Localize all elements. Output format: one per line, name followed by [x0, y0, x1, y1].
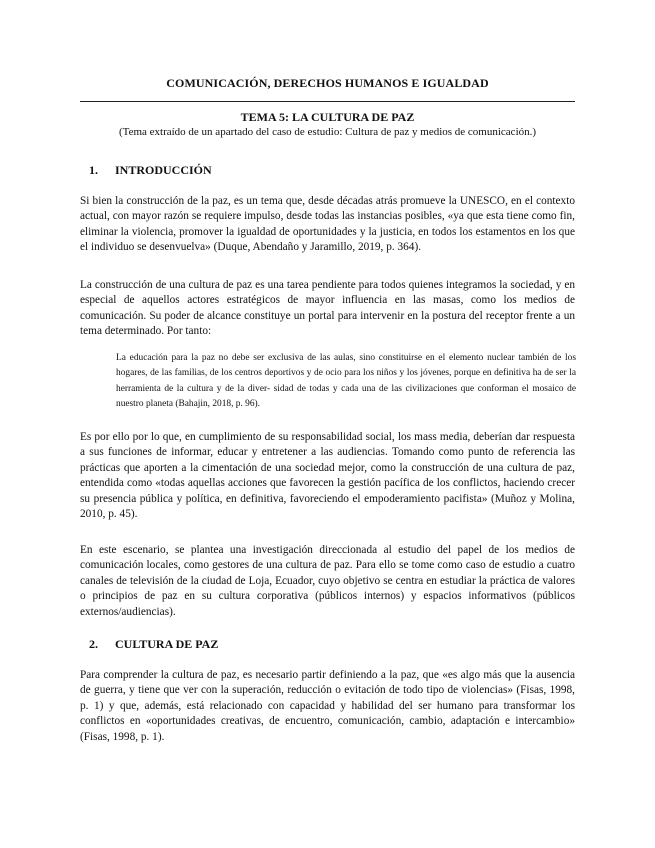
section-heading-cultura-de-paz — [89, 637, 218, 652]
document-header-title: COMUNICACIÓN, DERECHOS HUMANOS E IGUALDAD — [166, 76, 489, 90]
section-number: 1. — [89, 163, 98, 177]
header-divider — [80, 101, 575, 102]
section-title: CULTURA DE PAZ — [115, 637, 219, 651]
body-paragraph: Es por ello por lo que, en cumplimiento de su responsabilidad social, los mass media, deberían dar respuesta a sus funciones de informar, educar y entretener a las audiencias. Tomando como punto de referencia las prácticas que aporten a la cimentación de una sociedad mejor, como la construcción de una cultura de paz, entendida como «todas aquellas acciones que favorecen la gestión pacífica de los conflictos, haciendo crecer su presencia pública y política, en definitiva, favoreciendo el empoderamiento pacifista» (Muñoz y Molina, 2010, p. 45). — [80, 431, 575, 521]
topic-subtitle: (Tema extraído de un apartado del caso de estudio: Cultura de paz y medios de comunicación.) — [118, 126, 537, 138]
body-paragraph: La construcción de una cultura de paz es una tarea pendiente para todos quienes integramos la sociedad, y en especial de aquellos actores estratégicos de mayor influencia en las masas, como los medios de comunicación. Su poder de alcance constituye un portal para intervenir en la postura del receptor frente a un tema determinado. Por tanto: — [80, 279, 575, 338]
body-paragraph: En este escenario, se plantea una investigación direccionada al estudio del papel de los medios de comunicación locales, como gestores de una cultura de paz. Para ello se tome como caso de estudio a cuatro canales de televisión de la ciudad de Loja, Ecuador, cuyo objetivo se centra en estudiar la práctica de valores o principios de paz en su cultura corporativa (públicos internos) y espacios informativos (públicos externos/audiencias). — [80, 544, 575, 618]
body-paragraph: Para comprender la cultura de paz, es necesario partir definiendo a la paz, que «es algo más que la ausencia de guerra, y tiene que ver con la superación, reducción o evitación de todo tipo de violencias» (Fisas, 1998, p. 1) y que, además, está relacionado con capacidad y habilidad del ser humano para transformar los conflictos en «oportunidades creativas, de encuentro, comunicación, cambio, adaptación e intercambio» (Fisas, 1998, p. 1). — [80, 669, 575, 743]
block-quote: La educación para la paz no debe ser exclusiva de las aulas, sino constituirse en el elemento nuclear también de los hogares, de las familias, de los centros deportivos y de ocio para los niños y los jóvenes, porque en definitiva ha de ser la herramienta de la cultura y de la diver- sidad de todas y cada una de las civilizaciones que conforman el mosaico de nuestro planeta (Bahajin, 2018, p. 96). — [116, 353, 576, 410]
section-heading-introduccion — [89, 163, 212, 178]
section-title: INTRODUCCIÓN — [115, 163, 212, 177]
body-paragraph: Si bien la construcción de la paz, es un tema que, desde décadas atrás promueve la UNESCO, en el contexto actual, con mayor razón se requiere impulso, desde todas las instancias posibles, «ya que esta tiene como fin, eliminar la violencia, promover la igualdad de oportunidades y la justicia, en todos los estamentos en los que el individuo se desenvuelva» (Duque, Abendaño y Jaramillo, 2019, p. 364). — [80, 195, 575, 254]
topic-title: TEMA 5: LA CULTURA DE PAZ — [240, 110, 415, 124]
section-number: 2. — [89, 637, 98, 651]
